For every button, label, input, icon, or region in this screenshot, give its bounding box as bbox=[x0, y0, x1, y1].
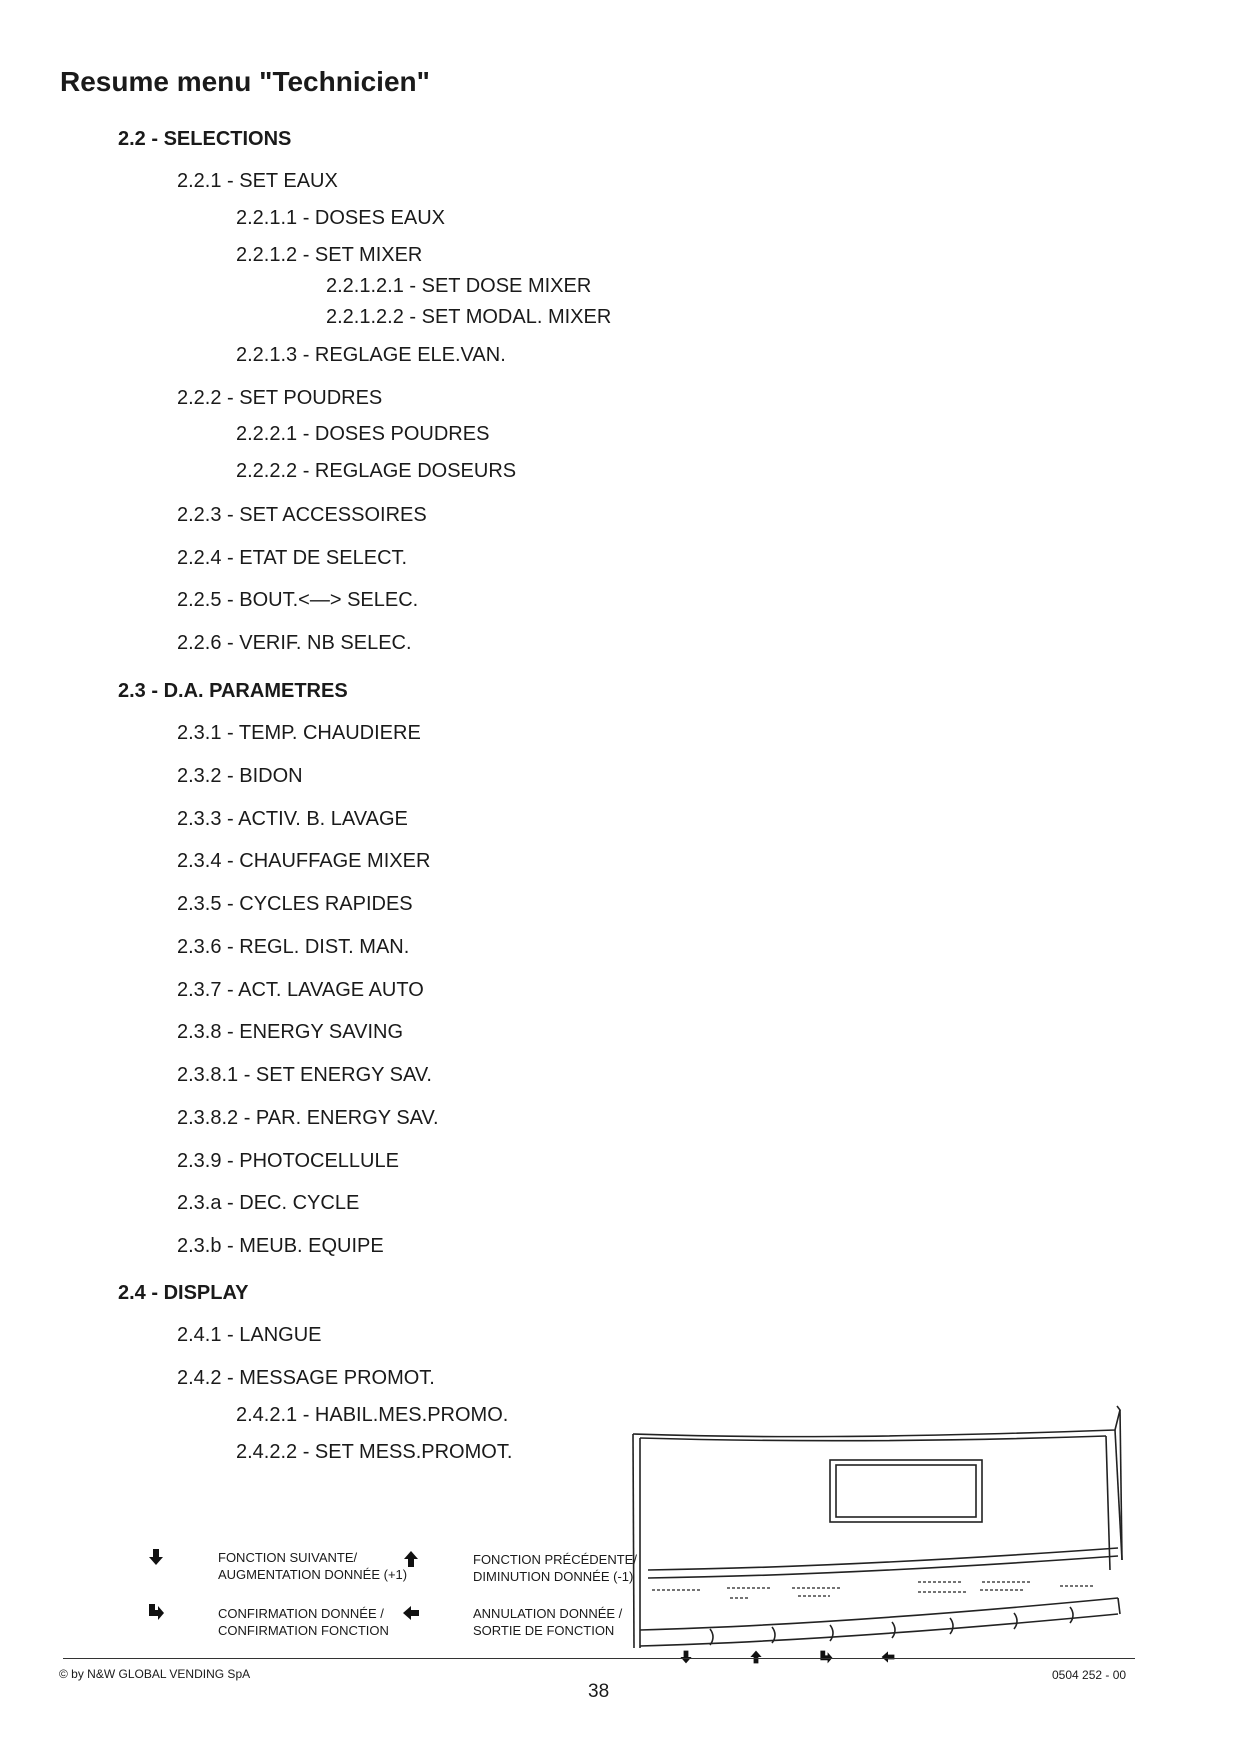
menu-item: 2.3.a - DEC. CYCLE bbox=[177, 1192, 360, 1214]
legend-cancel bbox=[473, 1605, 622, 1639]
menu-item: 2.4.1 - LANGUE bbox=[177, 1324, 322, 1346]
legend-prev-line1: FONCTION PRÉCÉDENTE/ bbox=[473, 1552, 637, 1567]
menu-item: 2.2.2.2 - REGLAGE DOSEURS bbox=[236, 460, 517, 482]
page-number: 38 bbox=[588, 1681, 610, 1702]
menu-item: 2.3.6 - REGL. DIST. MAN. bbox=[177, 936, 410, 958]
menu-item: 2.2.1.2.2 - SET MODAL. MIXER bbox=[326, 306, 612, 328]
section-heading-selections: 2.2 - SELECTIONS bbox=[118, 128, 292, 150]
menu-item: 2.4.2.2 - SET MESS.PROMOT. bbox=[236, 1441, 513, 1463]
menu-item: 2.2.2 - SET POUDRES bbox=[177, 387, 383, 409]
menu-item: 2.3.9 - PHOTOCELLULE bbox=[177, 1150, 399, 1172]
arrow-down-icon bbox=[678, 1649, 694, 1665]
legend-prev bbox=[473, 1551, 637, 1585]
menu-item: 2.3.8 - ENERGY SAVING bbox=[177, 1021, 404, 1043]
menu-item: 2.2.6 - VERIF. NB SELEC. bbox=[177, 632, 412, 654]
legend-cancel-line1: ANNULATION DONNÉE / bbox=[473, 1606, 623, 1621]
menu-item: 2.2.1.2.1 - SET DOSE MIXER bbox=[326, 275, 592, 297]
legend-next bbox=[218, 1549, 407, 1583]
menu-item: 2.2.1.3 - REGLAGE ELE.VAN. bbox=[236, 344, 506, 366]
menu-item: 2.3.4 - CHAUFFAGE MIXER bbox=[177, 850, 431, 872]
menu-item: 2.3.8.2 - PAR. ENERGY SAV. bbox=[177, 1107, 439, 1129]
menu-item: 2.2.1 - SET EAUX bbox=[177, 170, 338, 192]
menu-item: 2.3.8.1 - SET ENERGY SAV. bbox=[177, 1064, 432, 1086]
menu-item: 2.2.1.1 - DOSES EAUX bbox=[236, 207, 445, 229]
section-heading-display: 2.4 - DISPLAY bbox=[118, 1282, 249, 1304]
menu-item: 2.2.4 - ETAT DE SELECT. bbox=[177, 547, 408, 569]
footer-rule bbox=[63, 1658, 1135, 1659]
menu-item: 2.3.7 - ACT. LAVAGE AUTO bbox=[177, 979, 424, 1001]
arrow-down-icon bbox=[146, 1547, 166, 1567]
arrow-up-icon bbox=[401, 1549, 421, 1569]
menu-item: 2.3.b - MEUB. EQUIPE bbox=[177, 1235, 384, 1257]
menu-item: 2.3.3 - ACTIV. B. LAVAGE bbox=[177, 808, 408, 830]
arrow-turn-right-icon bbox=[818, 1649, 834, 1665]
legend-prev-line2: DIMINUTION DONNÉE (-1) bbox=[473, 1569, 634, 1584]
legend-cancel-line2: SORTIE DE FONCTION bbox=[473, 1623, 615, 1638]
menu-item: 2.2.3 - SET ACCESSOIRES bbox=[177, 504, 427, 526]
document-code: 0504 252 - 00 bbox=[1052, 1668, 1127, 1682]
menu-item: 2.4.2 - MESSAGE PROMOT. bbox=[177, 1367, 435, 1389]
arrow-left-icon bbox=[880, 1649, 896, 1665]
legend-confirm-line2: CONFIRMATION FONCTION bbox=[218, 1623, 389, 1638]
menu-item: 2.4.2.1 - HABIL.MES.PROMO. bbox=[236, 1404, 509, 1426]
arrow-turn-right-icon bbox=[146, 1602, 166, 1622]
legend-confirm bbox=[218, 1605, 389, 1639]
legend-next-line2: AUGMENTATION DONNÉE (+1) bbox=[218, 1567, 408, 1582]
arrow-left-icon bbox=[401, 1603, 421, 1623]
menu-item: 2.2.2.1 - DOSES POUDRES bbox=[236, 423, 490, 445]
copyright: © by N&W GLOBAL VENDING SpA bbox=[59, 1667, 251, 1681]
menu-item: 2.3.2 - BIDON bbox=[177, 765, 303, 787]
menu-item: 2.2.5 - BOUT.<—> SELEC. bbox=[177, 589, 419, 611]
legend-next-line1: FONCTION SUIVANTE/ bbox=[218, 1550, 358, 1565]
control-panel-illustration bbox=[630, 1400, 1130, 1650]
menu-item: 2.3.1 - TEMP. CHAUDIERE bbox=[177, 722, 421, 744]
menu-item: 2.3.5 - CYCLES RAPIDES bbox=[177, 893, 413, 915]
arrow-up-icon bbox=[748, 1649, 764, 1665]
legend-confirm-line1: CONFIRMATION DONNÉE / bbox=[218, 1606, 384, 1621]
section-heading-parametres: 2.3 - D.A. PARAMETRES bbox=[118, 680, 348, 702]
menu-item: 2.2.1.2 - SET MIXER bbox=[236, 244, 423, 266]
page-title: Resume menu "Technicien" bbox=[60, 66, 430, 97]
